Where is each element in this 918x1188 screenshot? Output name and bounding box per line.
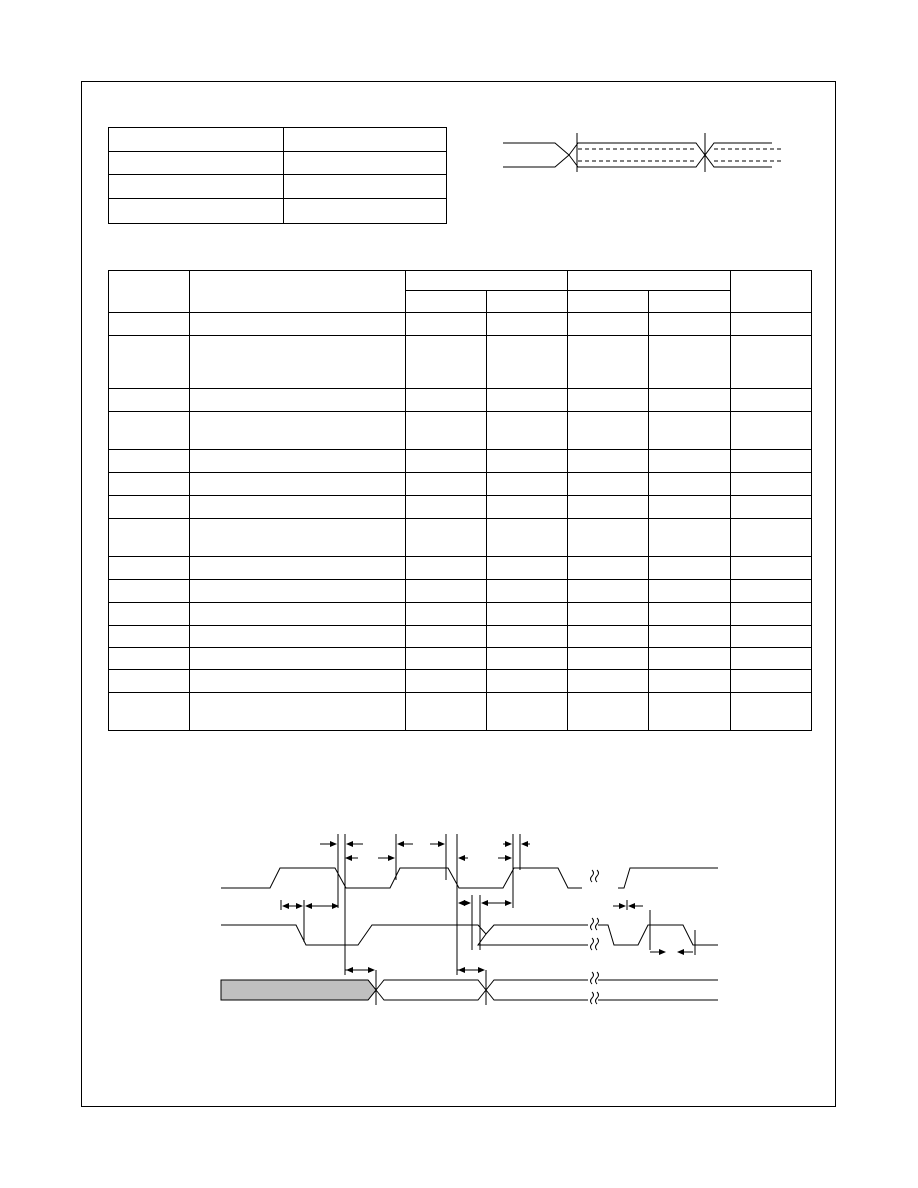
table-cell (406, 519, 487, 557)
table-cell (568, 670, 649, 693)
table-cell (731, 389, 812, 412)
table-cell (731, 693, 812, 731)
table-cell (109, 198, 284, 223)
table-row (109, 389, 812, 412)
table-cell (406, 313, 487, 336)
table-cell (406, 412, 487, 450)
table-cell (406, 473, 487, 496)
table-cell (406, 450, 487, 473)
table-cell (109, 271, 190, 313)
table-row (109, 670, 812, 693)
table-row (109, 626, 812, 648)
table-cell (190, 313, 406, 336)
table-cell (190, 519, 406, 557)
table-cell (731, 648, 812, 670)
table-cell (109, 336, 190, 389)
table-cell (190, 648, 406, 670)
table-cell (284, 128, 447, 152)
table-cell (487, 450, 568, 473)
table-cell (109, 389, 190, 412)
table-cell (649, 557, 731, 580)
table-row (109, 648, 812, 670)
table-cell (487, 648, 568, 670)
table-cell (731, 626, 812, 648)
table-cell (568, 557, 649, 580)
table-cell (109, 670, 190, 693)
table-cell (190, 473, 406, 496)
table-row (109, 519, 812, 557)
table-cell (406, 389, 487, 412)
table-cell (731, 336, 812, 389)
table-row (109, 580, 812, 603)
table-cell (568, 519, 649, 557)
small-table (108, 127, 447, 224)
table-cell (406, 648, 487, 670)
table-cell (109, 128, 284, 152)
table-cell (487, 291, 568, 313)
table-cell (406, 603, 487, 626)
table-row (109, 412, 812, 450)
table-cell (109, 450, 190, 473)
table-cell (568, 603, 649, 626)
table-cell (568, 693, 649, 731)
table-cell (649, 313, 731, 336)
table-cell (190, 450, 406, 473)
table-cell (649, 670, 731, 693)
table-cell (190, 336, 406, 389)
table-row (109, 450, 812, 473)
table-cell (190, 496, 406, 519)
table-cell (649, 603, 731, 626)
table-cell (190, 389, 406, 412)
timing-diagram (218, 830, 723, 1015)
table-cell (109, 313, 190, 336)
table-cell (190, 271, 406, 313)
table-row (109, 128, 447, 152)
table-cell (568, 626, 649, 648)
table-cell (731, 557, 812, 580)
table-cell (568, 473, 649, 496)
table-cell (487, 693, 568, 731)
table-cell (109, 693, 190, 731)
table-cell (487, 473, 568, 496)
table-cell (406, 693, 487, 731)
table-cell (649, 496, 731, 519)
table-row (109, 175, 447, 199)
table-cell (568, 412, 649, 450)
table-cell (406, 336, 487, 389)
table-cell (731, 519, 812, 557)
ac-test-waveform (500, 130, 790, 180)
table-row (109, 336, 812, 389)
table-cell (406, 271, 568, 291)
table-cell (649, 450, 731, 473)
table-cell (406, 557, 487, 580)
table-cell (731, 313, 812, 336)
table-cell (284, 175, 447, 199)
table-cell (109, 519, 190, 557)
table-cell (568, 450, 649, 473)
table-row (109, 557, 812, 580)
table-cell (190, 603, 406, 626)
table-cell (649, 693, 731, 731)
table-cell (190, 412, 406, 450)
table-cell (487, 313, 568, 336)
table-cell (109, 496, 190, 519)
table-row (109, 473, 812, 496)
table-cell (109, 648, 190, 670)
table-row (109, 151, 447, 175)
table-row (109, 313, 812, 336)
table-cell (190, 626, 406, 648)
table-cell (487, 336, 568, 389)
table-row (109, 198, 447, 223)
table-cell (649, 648, 731, 670)
table-cell (568, 291, 649, 313)
table-cell (190, 670, 406, 693)
table-cell (731, 580, 812, 603)
table-cell (487, 603, 568, 626)
table-cell (568, 313, 649, 336)
table-cell (487, 670, 568, 693)
table-cell (568, 336, 649, 389)
table-cell (109, 412, 190, 450)
table-cell (406, 626, 487, 648)
table-row (109, 693, 812, 731)
table-cell (190, 693, 406, 731)
table-cell (109, 603, 190, 626)
table-cell (649, 336, 731, 389)
table-row (109, 603, 812, 626)
table-cell (731, 670, 812, 693)
table-cell (568, 580, 649, 603)
table-cell (190, 580, 406, 603)
table-cell (731, 412, 812, 450)
table-cell (649, 291, 731, 313)
table-cell (284, 151, 447, 175)
table-cell (284, 198, 447, 223)
table-cell (487, 557, 568, 580)
table-cell (731, 450, 812, 473)
table-cell (406, 291, 487, 313)
table-cell (487, 412, 568, 450)
table-cell (406, 670, 487, 693)
table-cell (406, 496, 487, 519)
table-row (109, 496, 812, 519)
table-cell (487, 496, 568, 519)
table-cell (109, 557, 190, 580)
table-cell (731, 473, 812, 496)
table-cell (109, 473, 190, 496)
table-cell (406, 580, 487, 603)
table-cell (568, 648, 649, 670)
table-cell (109, 626, 190, 648)
table-cell (109, 580, 190, 603)
table-cell (568, 496, 649, 519)
table-cell (649, 412, 731, 450)
table-cell (109, 175, 284, 199)
table-cell (568, 271, 731, 291)
table-cell (731, 603, 812, 626)
table-cell (487, 626, 568, 648)
table-cell (487, 580, 568, 603)
table-cell (649, 626, 731, 648)
timing-table (108, 270, 812, 731)
table-cell (109, 151, 284, 175)
table-cell (731, 496, 812, 519)
table-cell (568, 389, 649, 412)
table-cell (649, 473, 731, 496)
table-cell (649, 389, 731, 412)
table-cell (649, 519, 731, 557)
table-cell (190, 557, 406, 580)
table-cell (487, 389, 568, 412)
table-header-row (109, 271, 812, 291)
table-cell (731, 271, 812, 313)
table-cell (649, 580, 731, 603)
table-cell (487, 519, 568, 557)
